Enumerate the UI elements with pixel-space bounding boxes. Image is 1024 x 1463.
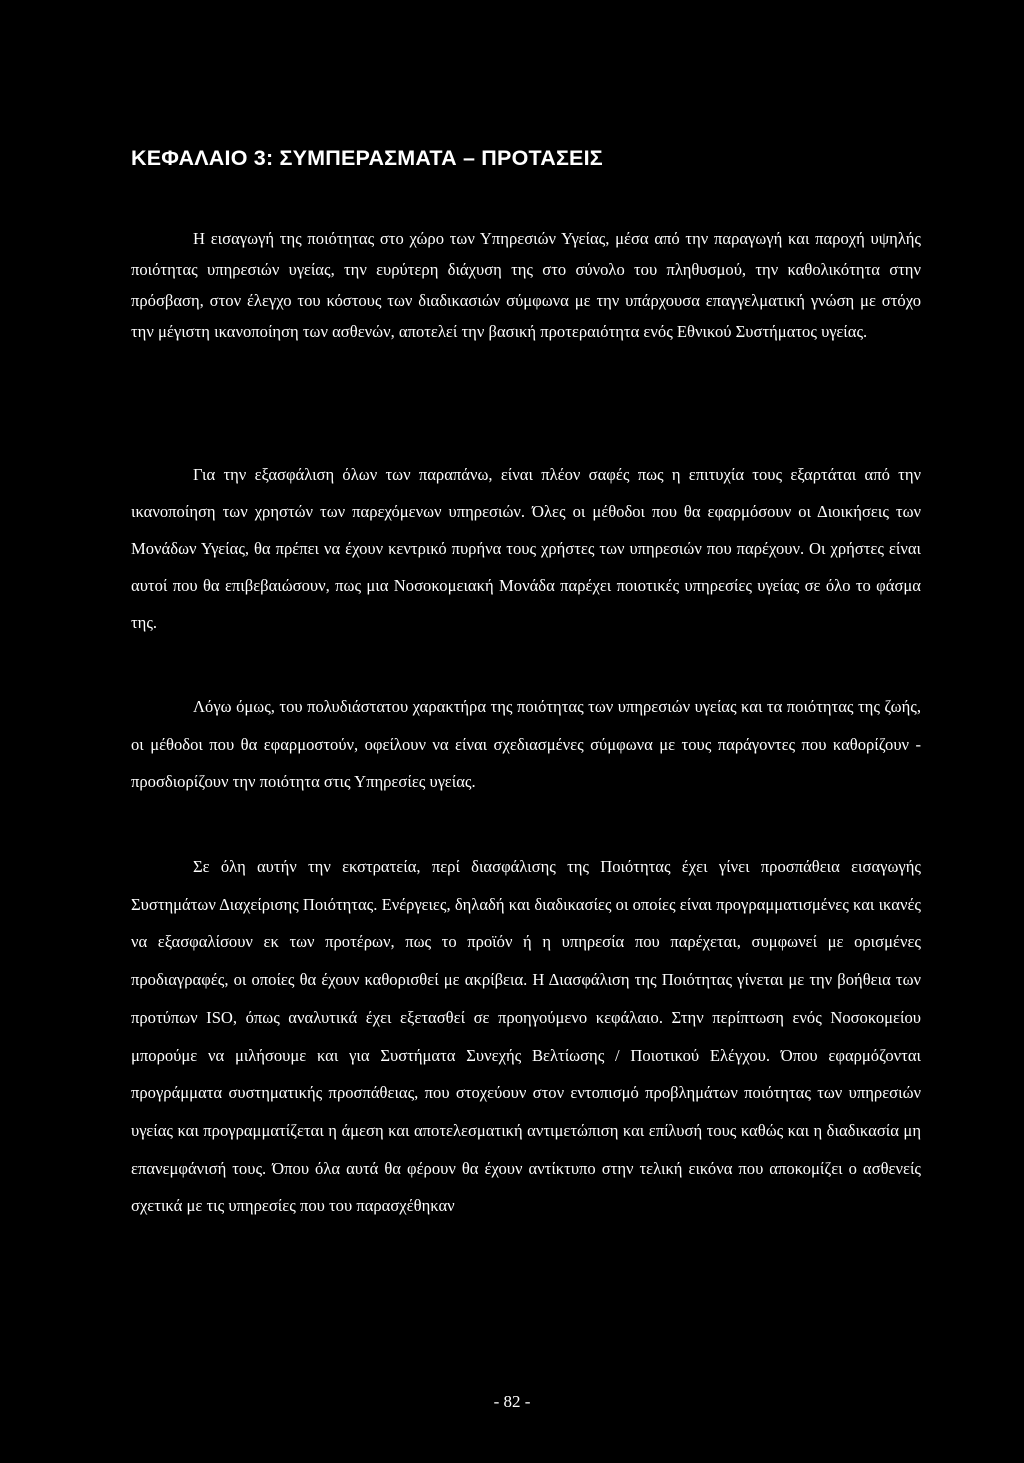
paragraph-1: Η εισαγωγή της ποιότητας στο χώρο των Υπηρεσιών Υγείας, μέσα από την παραγωγή και παροχή υψηλής ποιότητας υπηρεσιών υγείας, την ευρύτερη διάχυση της στο σύνολο του πληθυσμού, την καθολικότητα στην πρόσβαση, στον έλεγχο του κόστους των διαδικασιών σύμφωνα με την υπάρχουσα επαγγελματική γνώση με στόχο την μέγιστη ικανοποίηση των ασθενών, αποτελεί την βασική προτεραιότητα ενός Εθνικού Συστήματος υγείας. <box>131 229 921 341</box>
paragraph-4: Σε όλη αυτήν την εκστρατεία, περί διασφάλισης της Ποιότητας έχει γίνει προσπάθεια εισαγωγής Συστημάτων Διαχείρισης Ποιότητας. Ενέργειες, δηλαδή και διαδικασίες οι οποίες είναι προγραμματισμένες και ικανές να εξασφαλίσουν εκ των προτέρων, πως το προϊόν ή η υπηρεσία που παρέχεται, συμφωνεί με ορισμένες προδιαγραφές, οι οποίες θα έχουν καθορισθεί με ακρίβεια. Η Διασφάλιση της Ποιότητας γίνεται με την βοήθεια των προτύπων ISO, όπως αναλυτικά έχει εξετασθεί σε προηγούμενο κεφάλαιο. Στην περίπτωση ενός Νοσοκομείου μπορούμε να μιλήσουμε και για Συστήματα Συνεχής Βελτίωσης / Ποιοτικού Ελέγχου. Όπου εφαρμόζονται προγράμματα συστηματικής προσπάθειας, που στοχεύουν στον εντοπισμό προβλημάτων ποιότητας των υπηρεσιών υγείας και προγραμματίζεται η άμεση και αποτελεσματική αντιμετώπιση και επίλυσή τους καθώς και η διαδικασία μη επανεμφάνισή τους. Όπου όλα αυτά θα φέρουν θα έχουν αντίκτυπο στην τελική εικόνα που αποκομίζει ο ασθενείς σχετικά με τις υπηρεσίες που του παρασχέθηκαν <box>131 857 921 1216</box>
chapter-title: ΚΕΦΑΛΑΙΟ 3: ΣΥΜΠΕΡΑΣΜΑΤΑ – ΠΡΟΤΑΣΕΙΣ <box>131 146 603 170</box>
page-number: - 82 - <box>493 1392 531 1411</box>
paragraph-3: Λόγω όμως, του πολυδιάστατου χαρακτήρα της ποιότητας των υπηρεσιών υγείας και τα ποιότητας της ζωής, οι μέθοδοι που θα εφαρμοστούν, οφείλουν να είναι σχεδιασμένες σύμφωνα με τους παράγοντες που καθορίζουν - προσδιορίζουν την ποιότητα στις Υπηρεσίες υγείας. <box>131 697 921 791</box>
paragraph-2: Για την εξασφάλιση όλων των παραπάνω, είναι πλέον σαφές πως η επιτυχία τους εξαρτάται από την ικανοποίηση των χρηστών των παρεχόμενων υπηρεσιών. Όλες οι μέθοδοι που θα εφαρμόσουν οι Διοικήσεις των Μονάδων Υγείας, θα πρέπει να έχουν κεντρικό πυρήνα τους χρήστες των υπηρεσιών που παρέχουν. Οι χρήστες είναι αυτοί που θα επιβεβαιώσουν, πως μια Νοσοκομειακή Μονάδα παρέχει ποιοτικές υπηρεσίες υγείας σε όλο το φάσμα της. <box>131 465 921 632</box>
